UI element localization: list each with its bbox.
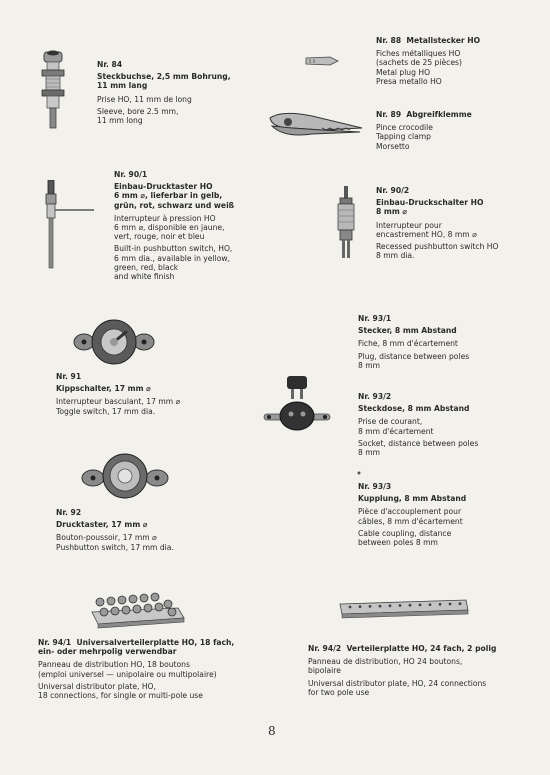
item-title: Steckdose, 8 mm Abstand	[358, 404, 470, 414]
item-nr-94-2	[308, 644, 528, 700]
item-title: Kupplung, 8 mm Abstand	[358, 494, 467, 504]
item-desc-fr: Interrupteur à pression HO 6 mm ⌀, disponible en jaune, vert, rouge, noir et bleu	[114, 213, 225, 242]
item-nr-84	[97, 60, 257, 128]
universal-distributor-plate-illustration	[88, 590, 186, 630]
item-desc-fr: Prise de courant, 8 mm d'écartement	[358, 417, 434, 436]
item-number: Nr. 92	[56, 508, 82, 517]
item-number: Nr. 93/2	[358, 392, 392, 401]
item-number: Nr. 88	[376, 36, 402, 45]
item-desc: Interrupteur basculant, 17 mm ⌀ Toggle switch, 17 mm dia.	[56, 397, 181, 416]
item-title: Metallstecker HO	[406, 36, 481, 45]
item-number: Nr. 84	[97, 60, 123, 69]
recessed-pushbutton-illustration	[334, 186, 358, 260]
item-title: Abgreifklemme	[406, 110, 472, 119]
item-desc-en: Built-in pushbutton switch, HO, 6 mm dia., available in yellow, green, red, black and white finish	[114, 244, 233, 282]
item-nr-90-2	[376, 186, 536, 263]
crocodile-clip-illustration	[262, 104, 366, 144]
distributor-plate-illustration	[336, 596, 470, 620]
item-desc-fr: Prise HO, 11 mm de long	[97, 94, 192, 104]
page-number: 8	[268, 724, 276, 738]
item-desc-fr: Panneau de distribution HO, 18 boutons (emploi universel — unipolaire ou multipolaire)	[38, 660, 217, 679]
item-desc: Bouton-poussoir, 17 mm ⌀ Pushbutton switch, 17 mm dia.	[56, 533, 174, 552]
item-number: Nr. 93/1	[358, 314, 392, 323]
item-title: Einbau-Druckschalter HO 8 mm ⌀	[376, 198, 484, 217]
item-desc-en: Cable coupling, distance between poles 8 mm	[358, 528, 452, 548]
item-nr-88	[376, 36, 536, 89]
item-desc-en: Plug, distance between poles 8 mm	[358, 351, 470, 370]
item-nr-92	[56, 508, 216, 555]
item-number: Nr. 90/1	[114, 170, 148, 179]
item-desc-en: Universal distributor plate, HO, 18 connections, for single or multi-pole use	[38, 681, 203, 701]
item-desc-en: Recessed pushbutton switch HO 8 mm dia.	[376, 242, 499, 261]
coupling-illustration	[356, 470, 362, 476]
item-nr-93-2	[358, 392, 528, 460]
item-desc-en: Universal distributor plate, HO, 24 connections for two pole use	[308, 678, 487, 697]
item-nr-93-3	[358, 482, 528, 550]
item-desc-fr: Pièce d'accouplement pour câbles, 8 mm d'écartement	[358, 507, 463, 526]
metal-plug-illustration	[304, 54, 340, 68]
item-number: Nr. 93/3	[358, 482, 392, 491]
item-nr-89	[376, 110, 536, 154]
toggle-switch-illustration	[72, 318, 156, 366]
built-in-pushbutton-illustration	[40, 180, 96, 270]
two-pole-plug-illustration	[284, 374, 310, 400]
item-number: Nr. 91	[56, 372, 82, 381]
item-nr-94-1	[38, 638, 278, 703]
item-number: Nr. 94/2	[308, 644, 342, 653]
item-title: Steckbuchse, 2,5 mm Bohrung, 11 mm lang	[97, 72, 231, 91]
item-number: Nr. 94/1	[38, 638, 72, 647]
item-title: Stecker, 8 mm Abstand	[358, 326, 457, 336]
item-nr-93-1	[358, 314, 528, 373]
item-number: Nr. 89	[376, 110, 402, 119]
item-desc-en: Socket, distance between poles 8 mm	[358, 438, 479, 458]
item-nr-90-1	[114, 170, 284, 284]
item-nr-91	[56, 372, 216, 419]
item-desc-en: Sleeve, bore 2.5 mm, 11 mm long	[97, 106, 179, 126]
item-desc-fr: Panneau de distribution, HO 24 boutons, bipolaire	[308, 657, 463, 676]
item-title: Drucktaster, 17 mm ⌀	[56, 520, 148, 530]
item-desc: Fiches métalliques HO (sachets de 25 pièces) Metal plug HO Presa metallo HO	[376, 49, 462, 86]
sleeve-socket-illustration	[36, 48, 70, 132]
pushbutton-illustration	[80, 452, 170, 502]
item-title: Verteilerplatte HO, 24 fach, 2 polig	[346, 644, 497, 653]
item-title: Kippschalter, 17 mm ⌀	[56, 384, 151, 394]
socket-illustration	[262, 398, 332, 432]
item-title: Universalverteilerplatte HO, 18 fach, ein- oder mehrpolig verwendbar	[38, 638, 235, 657]
item-desc-fr: Fiche, 8 mm d'écartement	[358, 339, 458, 349]
item-title: Einbau-Drucktaster HO 6 mm ⌀, lieferbar in gelb, grün, rot, schwarz und weiß	[114, 182, 235, 210]
item-desc-fr: Interrupteur pour encastrement HO, 8 mm ⌀	[376, 220, 477, 239]
item-number: Nr. 90/2	[376, 186, 410, 195]
item-desc: Pince crocodile Tapping clamp Morsetto	[376, 123, 433, 151]
